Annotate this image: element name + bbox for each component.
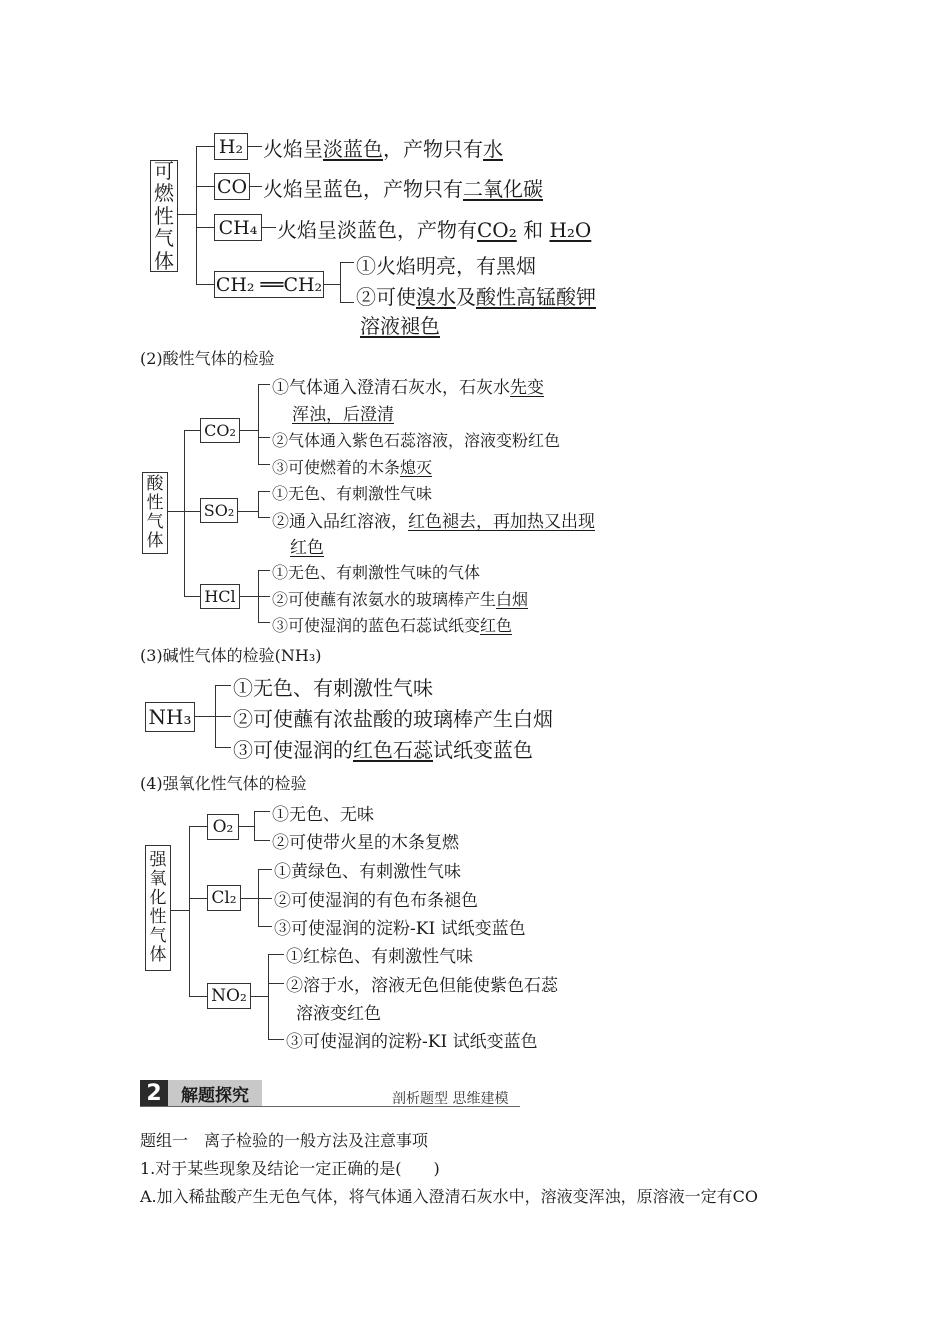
so2-label: SO₂ [203, 501, 235, 520]
so2-box [200, 498, 238, 523]
connector [184, 511, 200, 512]
connector [189, 898, 207, 899]
connector [262, 227, 276, 228]
ch4-label: CH₄ [218, 216, 258, 239]
connector [268, 983, 284, 984]
title-char: 气 [146, 512, 164, 532]
h2-label: H₂ [218, 135, 244, 158]
connector [215, 716, 231, 717]
section-title: 解题探究 [168, 1080, 262, 1106]
h2-box [214, 133, 248, 160]
connector [171, 910, 189, 911]
connector [189, 996, 207, 997]
bracket [184, 430, 185, 596]
title-char: 性 [154, 203, 174, 228]
c2h4-item2-line2: 溶液褪色 [360, 314, 440, 338]
nh3-item1: ①无色、有刺激性气味 [233, 676, 433, 700]
connector [268, 954, 284, 955]
connector [258, 570, 270, 571]
flammable-title-box [150, 160, 178, 272]
co2-item1: ①气体通入澄清石灰水，石灰水先变 [272, 378, 544, 398]
c2h4-item1: ①火焰明亮，有黑烟 [356, 254, 536, 278]
title-char: 化 [149, 887, 167, 908]
connector [196, 186, 214, 187]
bracket [268, 954, 269, 1039]
connector [184, 596, 200, 597]
question-group-title: 题组一 离子检验的一般方法及注意事项 [140, 1131, 429, 1150]
question-stem: 1.对于某些现象及结论一定正确的是( ) [140, 1159, 440, 1178]
connector [184, 430, 200, 431]
title-char: 可 [154, 159, 174, 184]
title-char: 体 [146, 531, 164, 552]
section-subtitle: 剖析题型 思维建模 [392, 1091, 509, 1107]
ch4-box [214, 214, 262, 241]
co-desc: 火焰呈蓝色，产物只有二氧化碳 [263, 177, 543, 201]
connector [239, 826, 254, 827]
hcl-item3: ③可使湿润的蓝色石蕊试纸变红色 [272, 616, 513, 635]
co2-item1-line2: 浑浊，后澄清 [292, 405, 394, 425]
nh3-item3: ③可使湿润的红色石蕊试纸变蓝色 [233, 738, 533, 762]
title-char: 气 [149, 926, 167, 947]
o2-box [207, 814, 239, 840]
connector [258, 491, 270, 492]
no2-label: NO₂ [211, 986, 247, 1006]
cl2-box [207, 885, 241, 911]
o2-label: O₂ [212, 817, 234, 837]
so2-item2: ②通入品红溶液，红色褪去，再加热又出现 [272, 512, 595, 532]
ch4-desc: 火焰呈淡蓝色，产物有CO₂ 和 H₂O [277, 218, 592, 242]
so2-item1: ①无色、有刺激性气味 [272, 484, 433, 503]
connector [324, 284, 340, 285]
connector [258, 384, 270, 385]
no2-item2: ②溶于水，溶液无色但能使紫色石蕊 [286, 976, 558, 996]
co2-item3: ③可使燃着的木条熄灭 [272, 458, 433, 477]
connector [189, 826, 207, 827]
connector [215, 747, 231, 748]
connector [240, 430, 258, 431]
title-char: 性 [149, 907, 167, 927]
connector [238, 511, 258, 512]
o2-item1: ①无色、无味 [272, 805, 374, 825]
connector [258, 898, 272, 899]
connector [250, 186, 262, 187]
connector [196, 227, 214, 228]
connector [196, 284, 214, 285]
title-char: 气 [154, 226, 174, 251]
h2-desc: 火焰呈淡蓝色，产物只有水 [263, 137, 503, 161]
nh3-item2: ②可使蘸有浓盐酸的玻璃棒产生白烟 [233, 707, 553, 731]
hcl-item2: ②可使蘸有浓氨水的玻璃棒产生白烟 [272, 590, 529, 609]
co-box [214, 173, 250, 200]
connector [258, 869, 272, 870]
connector [196, 146, 214, 147]
no2-item1: ①红棕色、有刺激性气味 [286, 947, 473, 967]
connector [258, 437, 270, 438]
c2h4-box [214, 271, 324, 298]
co2-item2: ②气体通入紫色石蕊溶液，溶液变粉红色 [272, 431, 561, 450]
c2h4-label: CH₂ ══CH₂ [215, 273, 323, 296]
connector [168, 511, 184, 512]
bracket [258, 384, 259, 464]
co2-box [200, 418, 240, 443]
connector [254, 811, 270, 812]
connector [195, 716, 215, 717]
connector [240, 596, 258, 597]
connector [215, 685, 231, 686]
bracket [258, 491, 259, 517]
title-char: 性 [146, 492, 164, 513]
connector [268, 1039, 284, 1040]
acid-heading: (2)酸性气体的检验 [140, 349, 275, 368]
no2-box [207, 983, 251, 1009]
title-char: 强 [149, 849, 167, 870]
title-char: 体 [149, 945, 167, 966]
no2-item2-line2: 溶液变红色 [296, 1004, 381, 1024]
base-heading: (3)碱性气体的检验(NH₃) [140, 646, 322, 665]
bracket [189, 826, 190, 996]
connector [254, 840, 270, 841]
connector [258, 926, 272, 927]
connector [248, 146, 262, 147]
connector [258, 596, 270, 597]
bracket [196, 146, 197, 284]
hcl-label: HCl [204, 587, 236, 606]
section-divider [140, 1106, 520, 1107]
section-number: 2 [140, 1080, 168, 1106]
cl2-item2: ②可使湿润的有色布条褪色 [274, 891, 478, 911]
connector [340, 302, 354, 303]
hcl-item1: ①无色、有刺激性气味的气体 [272, 563, 481, 582]
connector [340, 262, 354, 263]
hcl-box [200, 584, 240, 609]
oxid-heading: (4)强氧化性气体的检验 [140, 774, 307, 793]
c2h4-item2: ②可使溴水及酸性高锰酸钾 [356, 285, 596, 309]
so2-item2-line2: 红色 [290, 538, 324, 558]
bracket [254, 811, 255, 840]
cl2-label: Cl₂ [211, 888, 237, 908]
co2-label: CO₂ [204, 421, 236, 440]
bracket [340, 262, 341, 302]
co-label: CO [216, 175, 248, 198]
title-char: 燃 [154, 181, 174, 206]
title-char: 氧 [149, 868, 167, 889]
title-char: 酸 [146, 473, 164, 494]
connector [258, 517, 270, 518]
connector [241, 898, 258, 899]
no2-item3: ③可使湿润的淀粉-KI 试纸变蓝色 [286, 1032, 538, 1052]
cl2-item3: ③可使湿润的淀粉-KI 试纸变蓝色 [274, 919, 526, 939]
connector [258, 464, 270, 465]
oxid-title-box [145, 845, 171, 971]
cl2-item1: ①黄绿色、有刺激性气味 [274, 862, 461, 882]
option-a: A.加入稀盐酸产生无色气体，将气体通入澄清石灰水中，溶液变浑浊，原溶液一定有CO [140, 1187, 759, 1206]
connector [258, 622, 270, 623]
acid-title-box [142, 472, 168, 554]
nh3-box [145, 702, 195, 732]
connector [251, 996, 268, 997]
connector [178, 214, 196, 215]
title-char: 体 [154, 248, 174, 273]
nh3-label: NH₃ [148, 705, 192, 729]
o2-item2: ②可使带火星的木条复燃 [272, 833, 459, 853]
